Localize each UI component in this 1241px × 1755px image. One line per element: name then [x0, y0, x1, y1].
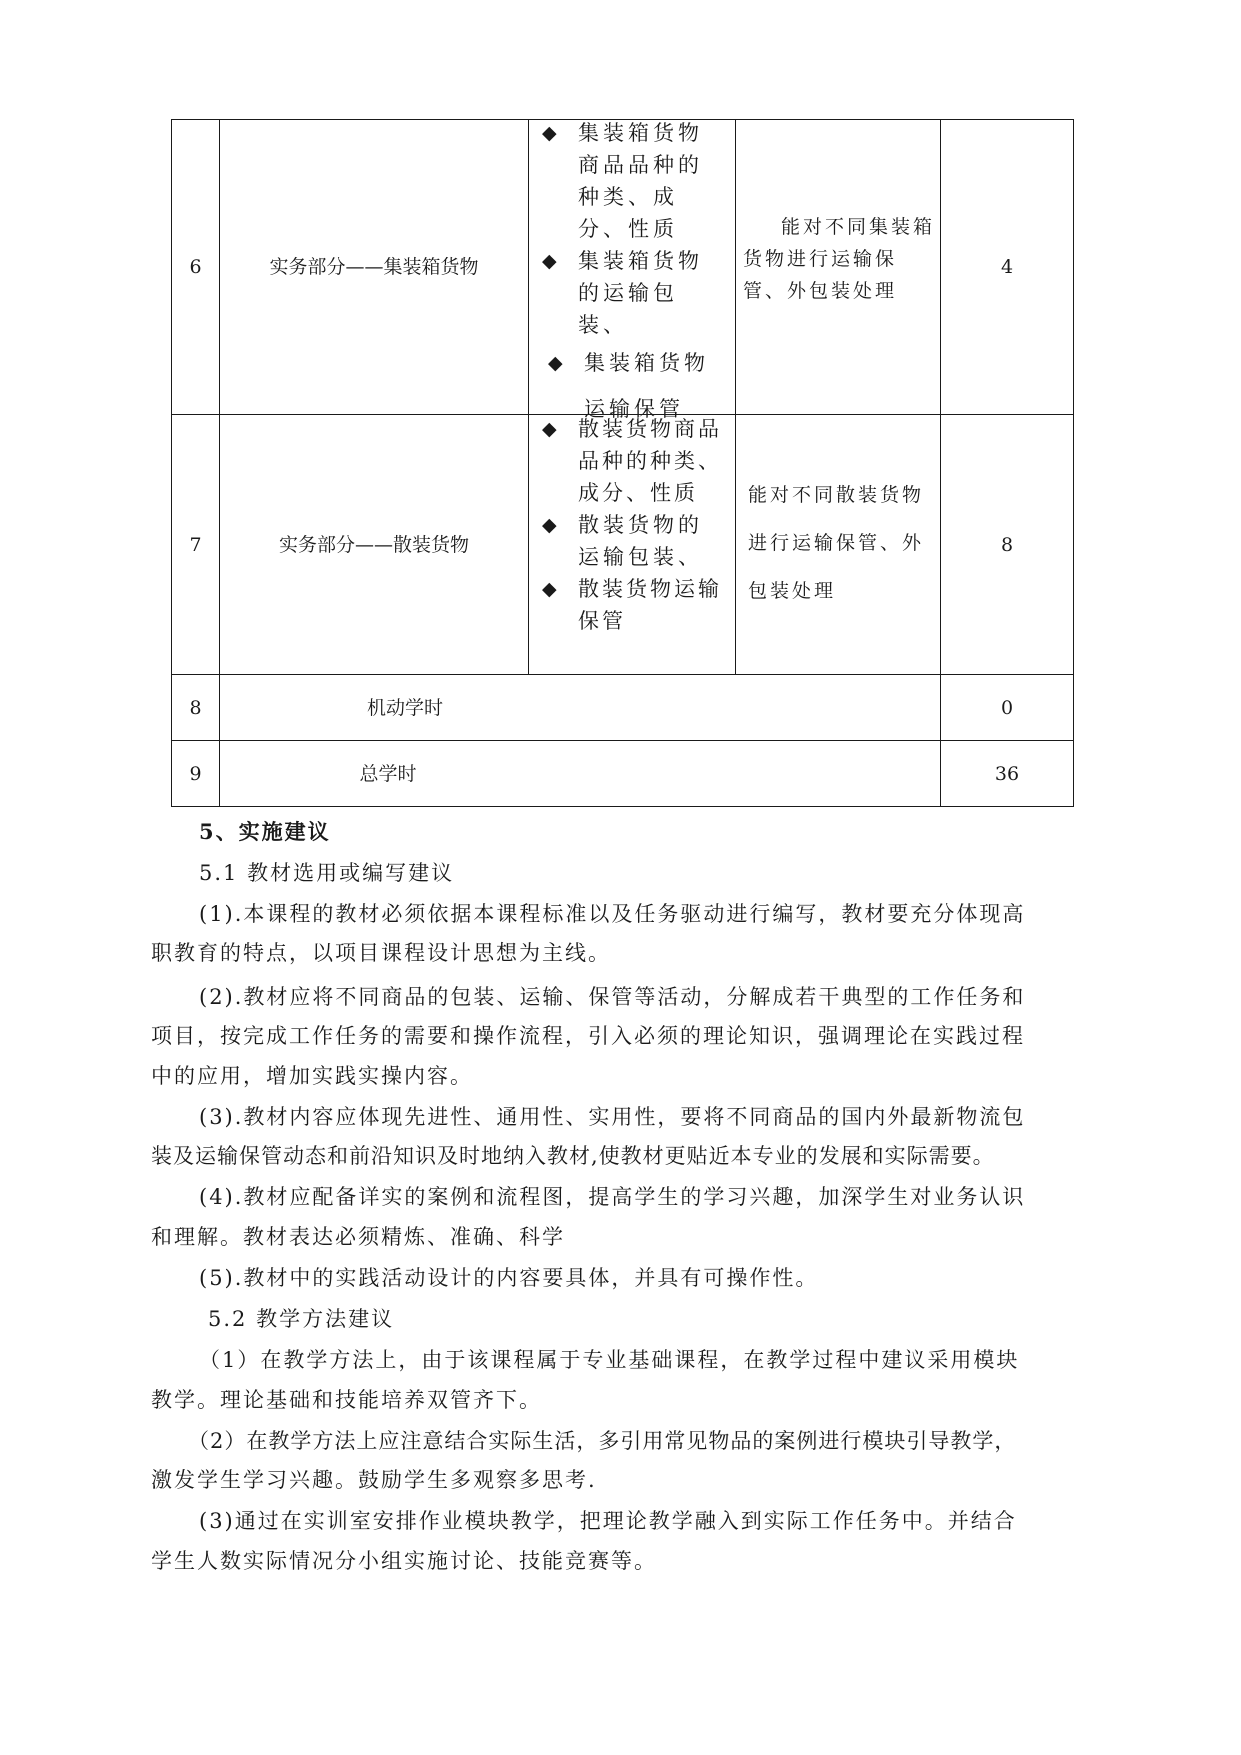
module-name: 总学时 [359, 762, 417, 785]
paragraph-line: (5).教材中的实践活动设计的内容要具体，并具有可操作性。 [199, 1266, 819, 1290]
diamond-bullet-icon: ◆ [542, 514, 557, 536]
bullet-item: ◆ 散装货物运输保管 [542, 573, 732, 637]
ability-description: 能对不同集装箱货物进行运输保管、外包装处理 [743, 216, 936, 302]
paragraph-line: (2).教材应将不同商品的包装、运输、保管等活动，分解成若干典型的工作任务和 [199, 985, 1026, 1009]
paragraph-line: （2）在教学方法上应注意结合实际生活，多引用常见物品的案例进行模块引导教学， [188, 1429, 1017, 1453]
diamond-bullet-icon: ◆ [542, 250, 557, 272]
ability-description: 能对不同散装货物进行运输保管、外包装处理 [748, 484, 925, 602]
paragraph-line: (3).教材内容应体现先进性、通用性、实用性，要将不同商品的国内外最新物流包 [199, 1105, 1026, 1129]
diamond-bullet-icon: ◆ [542, 578, 557, 600]
course-hours-table [171, 119, 1074, 807]
module-name: 实务部分——集装箱货物 [269, 256, 479, 278]
hours-value: 0 [1000, 696, 1014, 719]
row-number: 6 [189, 256, 202, 278]
subsection-heading: 5.1 教材选用或编写建议 [199, 861, 455, 885]
row-number: 9 [189, 762, 202, 785]
hours-value: 36 [994, 762, 1020, 785]
paragraph-line: 学生人数实际情况分小组实施讨论、技能竞赛等。 [151, 1549, 657, 1573]
subsection-heading: 5.2 教学方法建议 [208, 1307, 395, 1331]
paragraph-line: 装及运输保管动态和前沿知识及时地纳入教材,使教材更贴近本专业的发展和实际需要。 [151, 1144, 995, 1168]
row-number: 8 [189, 696, 202, 719]
paragraph-line: 职教育的特点，以项目课程设计思想为主线。 [151, 941, 611, 965]
paragraph-line: (3)通过在实训室安排作业模块教学，把理论教学融入到实际工作任务中。并结合 [199, 1509, 1017, 1533]
bullet-item: ◆ 集装箱货物的运输包装、 [542, 245, 732, 341]
diamond-bullet-icon: ◆ [542, 122, 557, 144]
paragraph-line: 和理解。教材表达必须精炼、准确、科学 [151, 1225, 565, 1249]
bullet-item: ◆ 散装货物的运输包装、 [542, 509, 732, 573]
module-name: 实务部分——散装货物 [278, 533, 469, 556]
paragraph-line: 项目，按完成工作任务的需要和操作流程，引入必须的理论知识，强调理论在实践过程 [151, 1024, 1025, 1048]
paragraph-line: (1).本课程的教材必须依据本课程标准以及任务驱动进行编写，教材要充分体现高 [199, 902, 1026, 926]
paragraph-line: 中的应用，增加实践实操内容。 [151, 1064, 473, 1088]
section-heading: 5、实施建议 [199, 819, 331, 844]
paragraph-line: (4).教材应配备详实的案例和流程图，提高学生的学习兴趣，加深学生对业务认识 [199, 1185, 1026, 1209]
paragraph-line: 激发学生学习兴趣。鼓励学生多观察多思考. [151, 1468, 597, 1492]
paragraph-line: （1）在教学方法上，由于该课程属于专业基础课程，在教学过程中建议采用模块 [199, 1348, 1020, 1372]
row-number: 7 [189, 533, 202, 556]
diamond-bullet-icon: ◆ [542, 418, 557, 440]
hours-value: 8 [1000, 533, 1014, 556]
bullet-item: ◆ 集装箱货物商品品种的种类、成分、性质 [542, 117, 732, 245]
bullet-item: ◆ 集装箱货物运输保管 [542, 347, 732, 432]
content-bullet-list [542, 413, 732, 637]
hours-value: 4 [1000, 256, 1014, 278]
content-bullet-list [542, 117, 732, 432]
module-name: 机动学时 [366, 696, 443, 719]
diamond-bullet-icon: ◆ [548, 352, 563, 374]
bullet-item: ◆ 散装货物商品品种的种类、成分、性质 [542, 413, 732, 509]
paragraph-line: 教学。理论基础和技能培养双管齐下。 [151, 1388, 542, 1412]
